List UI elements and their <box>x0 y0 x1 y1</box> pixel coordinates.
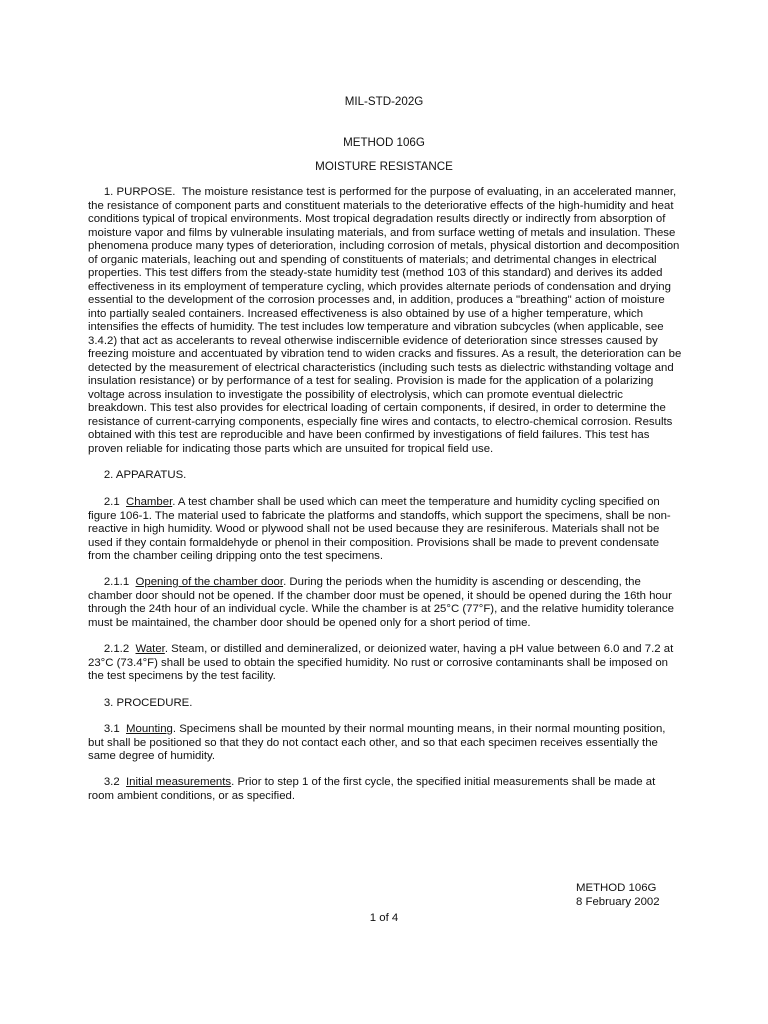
footer-page-number: 1 of 4 <box>369 912 399 924</box>
initial-measurements-text: . Prior to step 1 of the first cycle, the specified initial measurements shall be made at room ambient conditions, or as specified. <box>88 776 656 802</box>
water-title: Water <box>135 643 165 655</box>
mounting-paragraph <box>88 723 682 764</box>
water-text: . Steam, or distilled and demineralized, or deionized water, having a pH value between 6.0 and 7.2 at 23°C (73.4°F) shall be used to obtain the specified humidity. No rust or corrosive contaminants shall be imposed on the test specimens by the test facility. <box>88 643 674 682</box>
initial-measurements-number: 3.2 <box>103 776 120 788</box>
procedure-heading-paragraph <box>88 697 682 711</box>
apparatus-heading-paragraph <box>88 469 682 483</box>
document-title: MOISTURE RESISTANCE <box>315 160 453 173</box>
initial-measurements-paragraph <box>88 776 682 803</box>
procedure-heading: 3. PROCEDURE. <box>103 697 193 709</box>
water-number: 2.1.2 <box>103 643 130 655</box>
apparatus-heading: 2. APPARATUS. <box>103 469 187 481</box>
purpose-heading: 1. PURPOSE. <box>103 186 176 198</box>
mounting-number: 3.1 <box>103 723 120 735</box>
method-number: METHOD 106G <box>343 136 425 149</box>
footer-method: METHOD 106G <box>576 882 657 894</box>
chamber-text: . A test chamber shall be used which can meet the temperature and humidity cycling specified on figure 106-1. The material used to fabricate the platforms and standoffs, which support the specimens, shall be non-reactive in high humidity. Wood or plywood shall not be used because they are resiniferous. Materials shall not be used if they contain formaldehyde or phenol in their composition. Provisions shall be made to prevent condensate from the chamber ceiling dripping onto the test specimens. <box>88 496 671 562</box>
initial-measurements-title: Initial measurements <box>126 776 232 788</box>
chamber-door-paragraph <box>88 576 682 630</box>
chamber-number: 2.1 <box>103 496 120 508</box>
standard-number: MIL-STD-202G <box>344 95 424 108</box>
mounting-title: Mounting <box>126 723 173 735</box>
purpose-text: The moisture resistance test is performed for the purpose of evaluating, in an accelerated manner, the resistance of component parts and constituent materials to the deteriorative effects of the high-humidity and heat conditions typical of tropical environments. Most tropical degradation results directly or indirectly from absorption of moisture vapor and films by vulnerable insulating materials, and from surface wetting of metals and insulation. These phenomena produce many types of deterioration, including corrosion of metals, physical distortion and decomposition of organic materials, leaching out and spending of constituents of materials; and detrimental changes in electrical properties. This test differs from the steady-state humidity test (method 103 of this standard) and derives its added effectiveness in its employment of temperature cycling, which provides alternate periods of condensation and drying essential to the development of the corrosion processes and, in addition, produces a "breathing" action of moisture into partially sealed containers. Increased effectiveness is also obtained by use of a higher temperature, which intensifies the effects of humidity. The test includes low temperature and vibration subcycles (when applicable, see 3.4.2) that act as accelerants to reveal otherwise indiscernible evidence of deterioration since stresses caused by freezing moisture and accentuated by vibration tend to widen cracks and fissures. As a result, the deterioration can be detected by the measurement of electrical characteristics (including such tests as dielectric withstanding voltage and insulation resistance) or by performance of a test for sealing. Provision is made for the application of a polarizing voltage across insulation to investigate the possibility of electrolysis, which can promote eventual dielectric breakdown. This test also provides for electrical loading of certain components, if desired, in order to determine the resistance of current-carrying components, especially fine wires and contacts, to electro-chemical corrosion. Results obtained with this test are reproducible and have been confirmed by investigations of field failures. This test has proven reliable for indicating those parts which are unsuited for tropical field use. <box>88 186 682 455</box>
mounting-text: . Specimens shall be mounted by their normal mounting means, in their normal mounting position, but shall be positioned so that they do not contact each other, and so that each specimen receives essentially the same degree of humidity. <box>88 723 666 762</box>
chamber-paragraph <box>88 496 682 564</box>
footer-date: 8 February 2002 <box>576 896 660 908</box>
water-paragraph <box>88 643 682 684</box>
chamber-door-text: . During the periods when the humidity is ascending or descending, the chamber door should not be opened. If the chamber door must be opened, it should be opened during the 16th hour through the 24th hour of an individual cycle. While the chamber is at 25°C (77°F), and the relative humidity tolerance must be maintained, the chamber door should be opened only for a short period of time. <box>88 576 674 629</box>
chamber-title: Chamber <box>126 496 173 508</box>
purpose-paragraph <box>88 186 682 456</box>
chamber-door-number: 2.1.1 <box>103 576 130 588</box>
chamber-door-title: Opening of the chamber door <box>135 576 284 588</box>
